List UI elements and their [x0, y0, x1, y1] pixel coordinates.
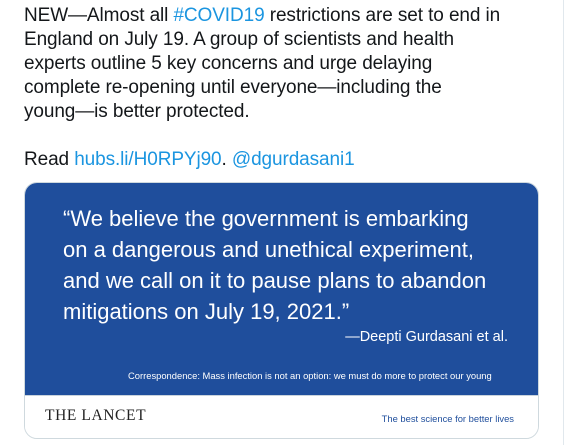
lancet-logo: THE LANCET: [45, 407, 147, 424]
tweet-text-segment: restrictions are set to end in: [264, 5, 501, 26]
tweet-line: experts outline 5 key concerns and urge delaying: [24, 53, 433, 74]
quote-line: “We believe the government is embarking: [63, 206, 469, 231]
tweet-line: complete re-opening until everyone—including the: [24, 77, 442, 98]
tweet-line: young—is better protected.: [24, 101, 250, 122]
tweet-text: [24, 4, 554, 172]
separator: .: [221, 149, 232, 170]
card-image[interactable]: [25, 183, 538, 396]
quote-line: on a dangerous and unethical experiment,: [63, 237, 474, 262]
lancet-tagline: The best science for better lives: [381, 413, 514, 424]
quote-line: mitigations on July 19, 2021.”: [63, 299, 350, 324]
quote-line: and we call on it to pause plans to abandon: [63, 268, 487, 293]
read-label: Read: [24, 149, 75, 170]
quote-attribution: —Deepti Gurdasani et al.: [345, 329, 508, 345]
tweet-line: [24, 4, 554, 28]
hashtag-link[interactable]: #COVID19: [173, 5, 265, 26]
quote-text: [63, 203, 523, 327]
tweet-line: [24, 148, 554, 172]
correspondence-title: Correspondence: Mass infection is not an option: we must do more to protect our young: [128, 370, 492, 381]
link-preview-card[interactable]: [24, 182, 539, 439]
card-footer: [25, 397, 538, 439]
line-spacer: [24, 124, 554, 148]
tweet-line: England on July 19. A group of scientists and health: [24, 29, 454, 50]
tweet-text-segment: NEW—Almost all: [24, 5, 174, 26]
article-link[interactable]: hubs.li/H0RPYj90: [74, 149, 222, 170]
mention-link[interactable]: @dgurdasani1: [231, 149, 355, 170]
